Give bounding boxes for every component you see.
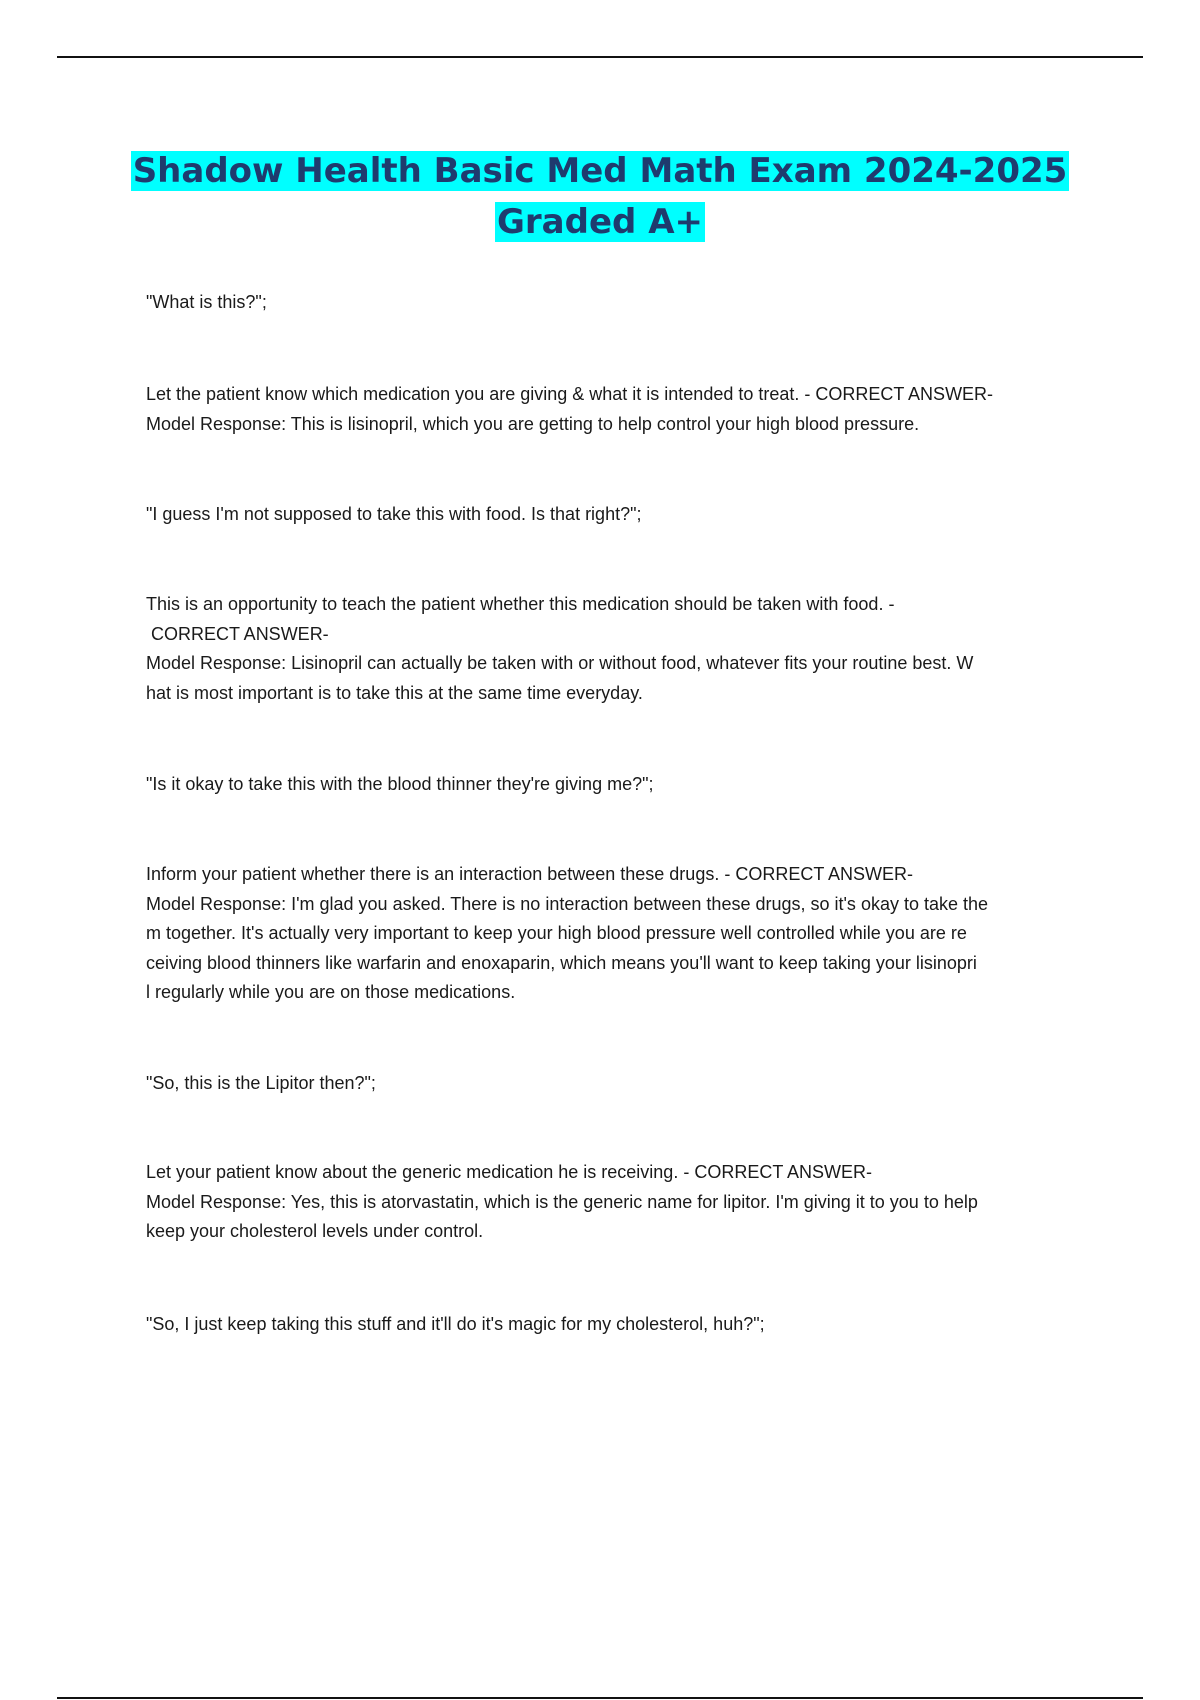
text-line: Model Response: I'm glad you asked. There is no interaction between these drugs, so it's okay to take the xyxy=(146,893,989,914)
text-line: "So, this is the Lipitor then?"; xyxy=(146,1073,376,1093)
question-5 xyxy=(146,1310,1096,1340)
text-line: "So, I just keep taking this stuff and it'll do it's magic for my cholesterol, huh?"; xyxy=(146,1314,765,1334)
question-3 xyxy=(146,770,1096,800)
text-line: Let your patient know about the generic medication he is receiving. - CORRECT ANSWER- xyxy=(146,1162,872,1182)
text-line: "I guess I'm not supposed to take this with food. Is that right?"; xyxy=(146,504,642,524)
text-line: keep your cholesterol levels under control. xyxy=(146,1221,484,1241)
text-line: Model Response: Lisinopril can actually be taken with or without food, whatever fits your routine best. W xyxy=(146,653,974,673)
text-line: m together. It's actually very important to keep your high blood pressure well controlled while you are re xyxy=(146,923,967,943)
text-line: ceiving blood thinners like warfarin and enoxaparin, which means you'll want to keep taking your lisinopri xyxy=(146,952,977,973)
text-line: Model Response: Yes, this is atorvastatin, which is the generic name for lipitor. I'm giving it to you to help xyxy=(146,1191,978,1212)
text-line: "Is it okay to take this with the blood thinner they're giving me?"; xyxy=(146,774,654,794)
text-line: Let the patient know which medication you are giving & what it is intended to treat. - CORRECT ANSWER- xyxy=(146,384,994,404)
question-4 xyxy=(146,1069,1096,1099)
text-line: hat is most important is to take this at the same time everyday. xyxy=(146,682,643,703)
question-2 xyxy=(146,500,1096,530)
text-line: CORRECT ANSWER- xyxy=(146,623,329,644)
text-line: Model Response: This is lisinopril, which you are getting to help control your high blood pressure. xyxy=(146,413,920,434)
text-line: This is an opportunity to teach the patient whether this medication should be taken with food. - xyxy=(146,594,895,614)
bottom-rule xyxy=(57,1697,1143,1699)
text-line: l regularly while you are on those medications. xyxy=(146,982,516,1002)
text-line: "What is this?"; xyxy=(146,292,267,312)
answer-3 xyxy=(146,860,1096,1008)
answer-1 xyxy=(146,380,1096,439)
title-line-2: Graded A+ xyxy=(497,202,703,242)
answer-2 xyxy=(146,590,1096,708)
answer-4 xyxy=(146,1158,1096,1247)
question-1 xyxy=(146,288,1096,318)
text-line: Inform your patient whether there is an interaction between these drugs. - CORRECT ANSWER- xyxy=(146,864,914,884)
title-line-1: Shadow Health Basic Med Math Exam 2024-2025 xyxy=(132,151,1068,191)
